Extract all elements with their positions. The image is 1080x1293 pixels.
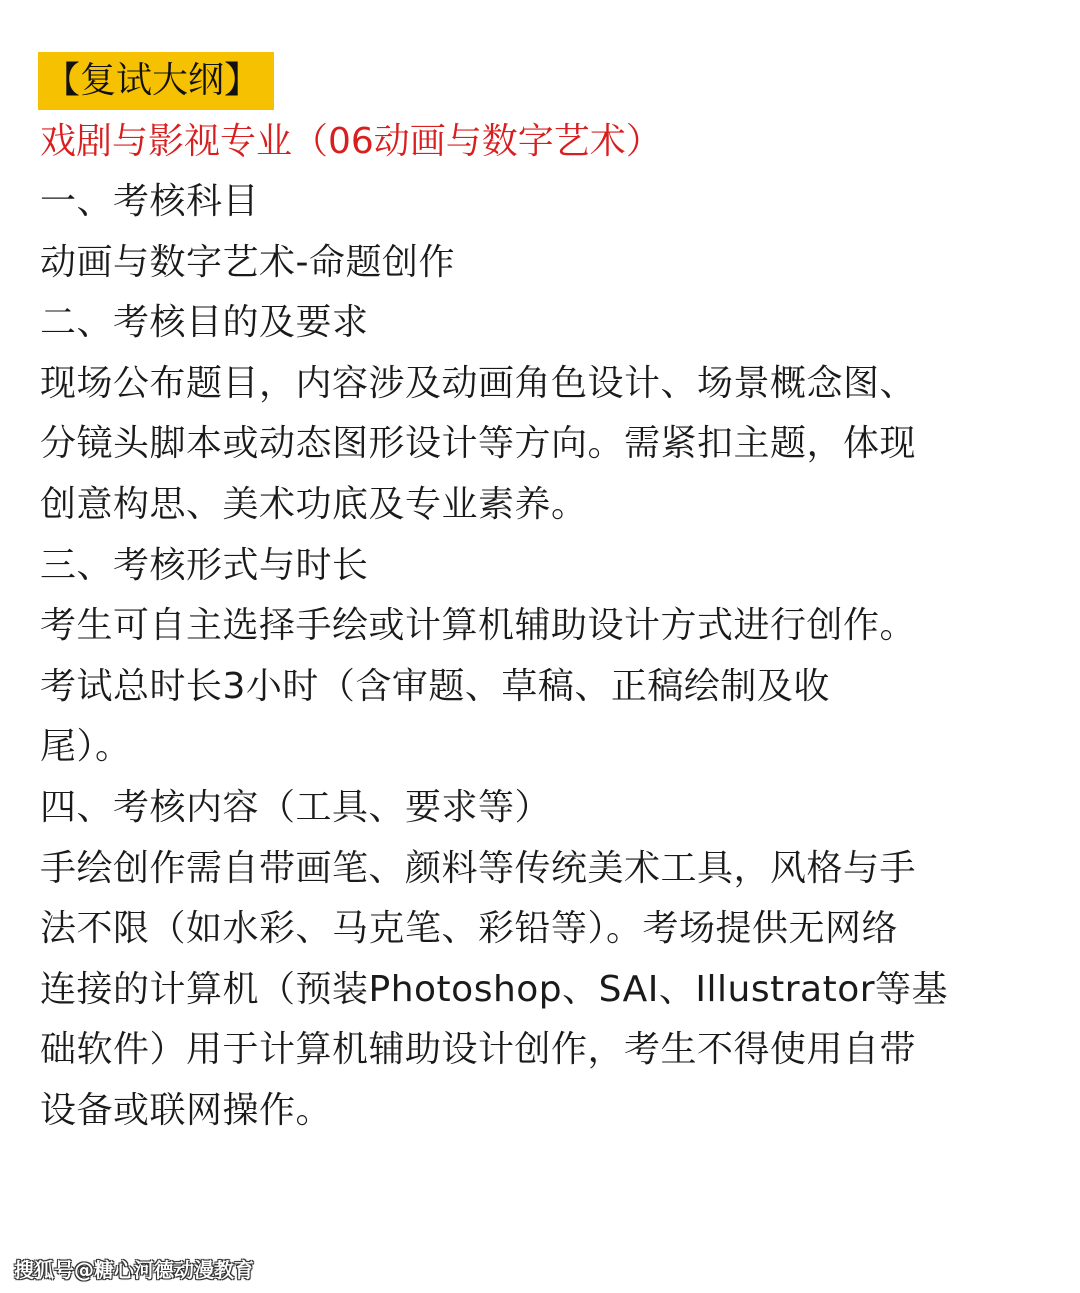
watermark-text: 搜狐号@糖心河德动漫教育 bbox=[14, 1258, 254, 1282]
text-line: 现场公布题目，内容涉及动画角色设计、场景概念图、 bbox=[40, 362, 917, 404]
outline-body bbox=[40, 172, 1050, 1142]
text-line: 创意构思、美术功底及专业素养。 bbox=[40, 483, 588, 525]
section-tag: 【复试大纲】 bbox=[38, 52, 274, 110]
text-line: 连接的计算机（预装Photoshop、SAI、Illustrator等基 bbox=[40, 968, 949, 1010]
heading-purpose: 二、考核目的及要求 bbox=[40, 302, 369, 344]
heading-format: 三、考核形式与时长 bbox=[40, 544, 369, 586]
text-line: 设备或联网操作。 bbox=[40, 1089, 333, 1131]
heading-subject: 一、考核科目 bbox=[40, 181, 260, 222]
text-line: 考生可自主选择手绘或计算机辅助设计方式进行创作。 bbox=[40, 605, 917, 647]
text-line: 础软件）用于计算机辅助设计创作，考生不得使用自带 bbox=[40, 1029, 917, 1071]
text-line: 分镜头脚本或动态图形设计等方向。需紧扣主题，体现 bbox=[40, 423, 917, 465]
text-line: 动画与数字艺术-命题创作 bbox=[40, 241, 455, 283]
program-title: 戏剧与影视专业（06动画与数字艺术） bbox=[40, 121, 662, 162]
text-line: 尾）。 bbox=[40, 726, 132, 768]
text-line: 法不限（如水彩、马克笔、彩铅等）。考场提供无网络 bbox=[40, 908, 899, 950]
text-line: 考试总时长3小时（含审题、草稿、正稿绘制及收 bbox=[40, 665, 830, 707]
heading-content: 四、考核内容（工具、要求等） bbox=[40, 786, 552, 828]
text-line: 手绘创作需自带画笔、颜料等传统美术工具，风格与手 bbox=[40, 847, 917, 889]
